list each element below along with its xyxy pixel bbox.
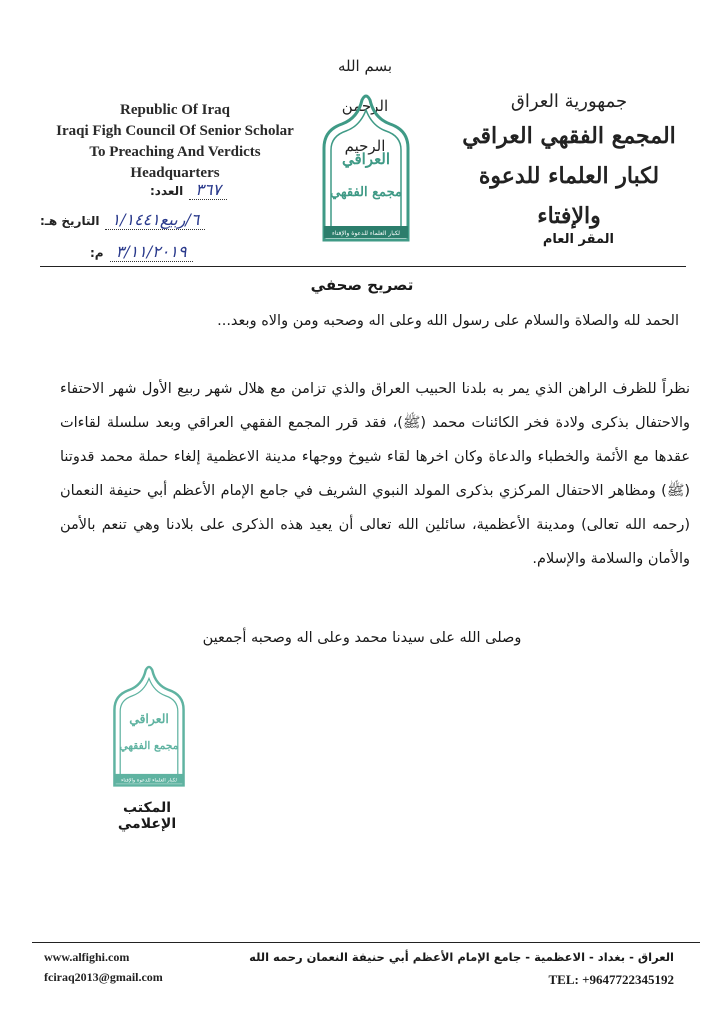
signature-media-office: المكتب الإعلامي — [117, 800, 177, 832]
english-line-1: Republic Of Iraq — [119, 102, 230, 118]
arabic-letterhead — [454, 88, 684, 236]
svg-text:مجمع الفقهي: مجمع الفقهي — [119, 739, 179, 753]
arabic-headquarters: المقر العام — [542, 232, 614, 247]
header-divider — [40, 266, 686, 267]
english-line-4: Headquarters — [130, 165, 220, 181]
council-logo — [318, 90, 414, 248]
ref-greg-value: ٣/١١/٢٠١٩ — [110, 242, 193, 262]
ref-greg-label: م: — [90, 246, 104, 260]
arabic-line-1: جمهورية العراق — [510, 91, 628, 112]
logo-arch-inner — [331, 110, 401, 233]
arabic-line-3: لكبار العلماء للدعوة والإفتاء — [478, 163, 660, 229]
logo-text-middle: مجمع الفقهي — [330, 185, 402, 200]
arabic-line-2: المجمع الفقهي العراقي — [462, 123, 676, 149]
main-paragraph: نظراً للظرف الراهن الذي يمر به بلدنا الحبيب العراق والذي تزامن مع هلال شهر ربيع الأول شهر الاحتفاء والاحتفال بذكرى ولادة فخر الكائنات محمد (ﷺ)، فقد قرر المجمع الفقهي العراقي وبعد سلسلة لقاءات عقدها مع الأئمة والخطباء والدعاة وكان اخرها لقاء شيوخ ووجهاء مدينة الاعظمية إلغاء حملة محمد قدوتنا (ﷺ) ومظاهر الاحتفال المركزي بذكرى المولد النبوي الشريف في جامع الإمام الأعظم أبي حنيفة النعمان (رحمه الله تعالى) ومدينة الأعظمية، سائلين الله تعالى أن يعيد هذه الذكرى على بلادنا وهي تنعم بالأمن والأمان والسلامة والإسلام. — [60, 381, 690, 567]
logo-band-text: لكبار العلماء للدعوة والإفتاء — [332, 230, 400, 237]
english-line-3: To Preaching And Verdicts — [89, 144, 261, 160]
footer-address: العراق - بغداد - الاعظمية - جامع الإمام الأعظم أبي حنيفة النعمان رحمه الله — [249, 950, 674, 964]
english-line-2: Iraqi Figh Council Of Senior Scholar — [56, 123, 294, 139]
svg-text:لكبار العلماء للدعوة والإفتاء: لكبار العلماء للدعوة والإفتاء — [121, 777, 177, 784]
footer-telephone: TEL: +9647722345192 — [548, 972, 674, 987]
ref-number-value: ٣٦٧ — [189, 180, 227, 200]
ref-number-label: العدد: — [150, 184, 184, 198]
council-stamp-logo — [108, 662, 190, 792]
greeting-line: الحمد لله والصلاة والسلام على رسول الله وعلى اله وصحبه ومن والاه وبعد... — [217, 313, 679, 329]
svg-text:العراقي: العراقي — [129, 710, 169, 726]
ref-hijri-value: ٦/ربيع١/١٤٤١ — [105, 210, 205, 230]
ref-hijri-row — [40, 210, 205, 230]
ref-hijri-label: التاريخ هـ: — [40, 214, 100, 228]
logo-arch-outer — [324, 96, 408, 240]
closing-line: وصلى الله على سيدنا محمد وعلى اله وصحبه أجمعين — [202, 630, 522, 646]
ref-number-row — [150, 180, 227, 200]
ref-greg-row — [90, 242, 193, 262]
english-letterhead — [30, 100, 320, 184]
logo-text-top: العراقي — [341, 150, 391, 168]
footer-email-link[interactable]: fciraq2013@gmail.com — [44, 970, 163, 984]
footer-website-link[interactable]: www.alfighi.com — [44, 950, 130, 964]
basmala: بسم الله الرحمن الرحيم — [337, 57, 393, 155]
document-title: تصريح صحفي — [310, 276, 414, 294]
footer-divider — [32, 942, 700, 943]
